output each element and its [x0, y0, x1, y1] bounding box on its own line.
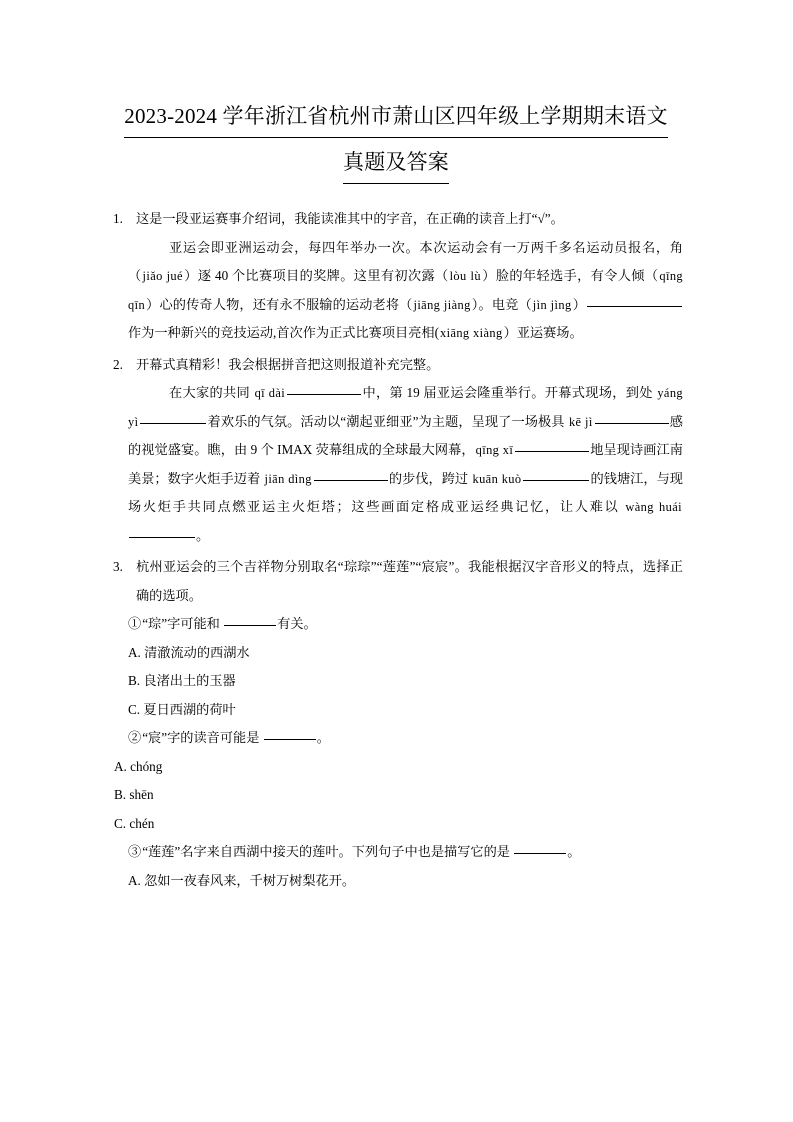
- fill-blank[interactable]: [587, 293, 682, 307]
- subquestion-3: [113, 838, 683, 867]
- option-item[interactable]: A. 清澈流动的西湖水: [128, 644, 250, 660]
- fill-blank[interactable]: [514, 840, 566, 854]
- passage-text: ）: [572, 296, 587, 312]
- subquestion-2-text-after: 。: [316, 730, 330, 745]
- fill-blank[interactable]: [287, 381, 361, 395]
- question-3-stem: [113, 553, 683, 610]
- question-2: [113, 351, 683, 551]
- pinyin-kuan-kuo: kuān kuò: [472, 471, 522, 486]
- passage-text: ）。电竞（: [471, 296, 532, 312]
- passage-text: 在大家的共同: [169, 385, 254, 400]
- question-3: [113, 553, 683, 895]
- passage-text: 的步伐，跨过: [388, 470, 472, 486]
- passage-text: 作为一种新兴的竞技运动,首次作为正式比赛项目亮相(: [128, 325, 439, 340]
- question-2-passage: [113, 379, 683, 550]
- question-1-number: 1.: [113, 211, 123, 226]
- question-3-number: 3.: [113, 559, 123, 574]
- page-title-line-1: 2023-2024 学年浙江省杭州市萧山区四年级上学期期末语文: [124, 96, 667, 138]
- option-item[interactable]: C. 夏日西湖的荷叶: [128, 701, 236, 717]
- fill-blank[interactable]: [595, 410, 669, 424]
- subquestion-1-text-before: “琮”字可能和: [142, 616, 224, 631]
- passage-text: ）逐 40 个比赛项目的奖牌。这里有初次露（: [183, 268, 449, 283]
- option-item[interactable]: A. chóng: [114, 758, 163, 774]
- subquestion-3-text-before: “莲莲”名字来自西湖中接天的莲叶。下列句子中也是描写它的是: [142, 844, 514, 859]
- passage-text: ）心的传奇人物，还有永不服输的运动老将（: [146, 296, 413, 312]
- subquestion-3-marker: ③: [128, 844, 142, 859]
- fill-blank[interactable]: [224, 612, 276, 626]
- page-title: [96, 96, 696, 184]
- question-1-stem-text: 这是一段亚运赛事介绍词，我能读准其中的字音，在正确的读音上打“√”。: [136, 211, 564, 226]
- fill-blank[interactable]: [129, 524, 195, 538]
- question-1-stem: [113, 205, 683, 234]
- pinyin-yang-yi: yáng yì: [128, 386, 684, 429]
- subquestion-1-text-after: 有关。: [277, 616, 317, 631]
- fill-blank[interactable]: [515, 438, 589, 452]
- pinyin-ke-ji: kē jì: [568, 414, 593, 429]
- option-item[interactable]: B. shēn: [114, 787, 154, 802]
- passage-text: 的钱塘江，与现场火炬手共同点燃亚运主火炬塔；这些画面定格成亚运经典记忆，让人难以: [128, 470, 683, 514]
- question-2-stem-text: 开幕式真精彩！我会根据拼音把这则报道补充完整。: [136, 356, 440, 372]
- fill-blank[interactable]: [523, 467, 589, 481]
- pinyin-lou-lu[interactable]: lòu lù: [449, 269, 481, 283]
- question-2-stem: [113, 351, 683, 380]
- pinyin-qi-dai: qī dài: [254, 386, 286, 400]
- question-2-number: 2.: [113, 356, 123, 372]
- pinyin-qing-qin[interactable]: qīng qīn: [128, 269, 684, 312]
- fill-blank[interactable]: [314, 467, 388, 481]
- page-title-line-2: 真题及答案: [343, 142, 449, 184]
- passage-text: 亚运会即亚洲运动会，每四年举办一次。本次运动会有一万两千多名运动员报名，角（: [128, 239, 683, 283]
- fill-blank[interactable]: [264, 726, 316, 740]
- subquestion-3-text-after: 。: [567, 844, 581, 859]
- question-1-passage: [113, 234, 683, 348]
- passage-text: 地呈现诗画江南美景；数字火炬手迈着: [128, 442, 683, 486]
- pinyin-jiang-jiang[interactable]: jiāng jiàng: [413, 297, 471, 312]
- pinyin-wang-huai: wàng huái: [625, 500, 682, 514]
- subquestion-2-marker: ②: [128, 730, 142, 745]
- passage-text: ）脸的年轻选手，有令人倾（: [481, 268, 659, 283]
- passage-text: ）亚运赛场。: [503, 325, 583, 340]
- pinyin-jin-jing[interactable]: jìn jìng: [532, 297, 572, 312]
- question-list: [113, 205, 683, 898]
- passage-text: 着欢乐的气氛。活动以“潮起亚细亚”为主题，呈现了一场极具: [207, 413, 568, 429]
- subquestion-2-text-before: “宸”字的读音可能是: [142, 730, 263, 745]
- pinyin-jian-ding: jiān dìng: [264, 471, 312, 486]
- fill-blank[interactable]: [140, 410, 206, 424]
- pinyin-jiao-jue[interactable]: jiǎo jué: [142, 269, 183, 283]
- pinyin-qing-xi: qīng xī: [475, 443, 514, 457]
- passage-text: 感的视觉盛宴。瞧，由 9 个 IMAX 荧幕组成的全球最大网幕，: [128, 413, 683, 457]
- subquestion-1-marker: ①: [128, 616, 142, 631]
- option-item[interactable]: C. chén: [114, 815, 155, 831]
- passage-text: 。: [196, 527, 210, 543]
- question-1: [113, 205, 683, 348]
- question-3-stem-text: 杭州亚运会的三个吉祥物分别取名“琮琮”“莲莲”“宸宸”。我能根据汉字音形义的特点，选择正确的选项。: [136, 559, 683, 603]
- pinyin-xiang-xiang[interactable]: xiāng xiàng: [440, 326, 503, 340]
- subquestion-1: [113, 610, 683, 639]
- option-item[interactable]: A. 忽如一夜春风来，千树万树梨花开。: [128, 872, 356, 888]
- subquestion-2: [113, 724, 683, 753]
- option-item[interactable]: B. 良渚出土的玉器: [128, 673, 236, 688]
- passage-text: 中，第 19 届亚运会隆重举行。开幕式现场，到处: [362, 385, 657, 400]
